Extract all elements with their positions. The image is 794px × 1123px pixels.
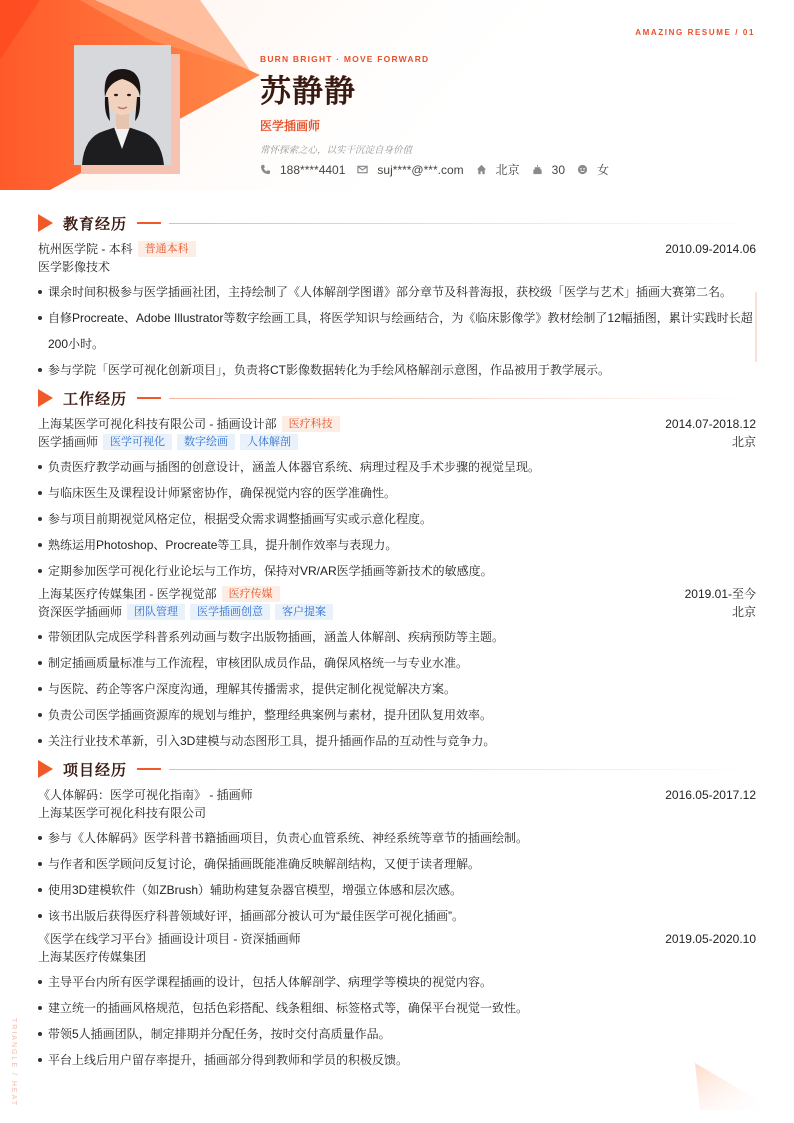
header-info [260, 54, 429, 156]
contact-email [357, 163, 463, 177]
candidate-name: 苏静静 [260, 74, 356, 109]
industry-tag: 医疗科技 [282, 416, 340, 432]
projects-section [38, 756, 756, 1073]
list-item: 关注行业技术革新，引入3D建模与动态图形工具，提升插画作品的互动性与竞争力。 [38, 728, 756, 754]
list-item: 与医院、药企等客户深度沟通，理解其传播需求，提供定制化视觉解决方案。 [38, 676, 756, 702]
section-dash [137, 222, 161, 224]
list-item: 定期参加医学可视化行业论坛与工作坊，保持对VR/AR医学插画等新技术的敏感度。 [38, 558, 756, 584]
project-company: 上海某医疗传媒集团 [38, 950, 147, 964]
list-item: 负责医疗教学动画与插图的创意设计，涵盖人体器官系统、病理过程及手术步骤的视觉呈现。 [38, 454, 756, 480]
list-item: 带领5人插画团队，制定排期并分配任务，按时交付高质量作品。 [38, 1021, 756, 1047]
section-dash [137, 397, 161, 399]
project-entry [38, 930, 756, 1073]
section-divider [169, 223, 756, 224]
top-note: AMAZING RESUME / 01 [635, 28, 755, 37]
work-bullets [38, 624, 756, 754]
section-dash [137, 768, 161, 770]
school-name: 杭州医学院 - 本科 [38, 242, 133, 256]
job-title: 医学插画师 [38, 435, 99, 449]
side-note: TRIANGLE / HEAT [10, 1018, 17, 1107]
job-title: 资深医学插画师 [38, 605, 123, 619]
profile-photo [74, 45, 171, 165]
section-title: 教育经历 [63, 215, 128, 233]
project-company: 上海某医学可视化科技有限公司 [38, 806, 207, 820]
contact-bar [260, 161, 621, 178]
triangle-icon [38, 389, 53, 407]
degree-tag: 普通本科 [138, 241, 196, 257]
triangle-icon [38, 760, 53, 778]
project-name: 《人体解码：医学可视化指南》 - 插画师 [38, 788, 253, 802]
list-item: 自修Procreate、Adobe Illustrator等数字绘画工具，将医学知识与绘画结合，为《临床影像学》教材绘制了12幅插图，累计实践时长超200小时。 [38, 305, 756, 357]
major: 医学影像技术 [38, 260, 111, 274]
section-header [38, 385, 756, 411]
list-item: 与作者和医学顾问反复讨论，确保插画既能准确反映解剖结构，又便于读者理解。 [38, 851, 756, 877]
list-item: 建立统一的插画风格规范，包括色彩搭配、线条粗细、标签格式等，确保平台视觉一致性。 [38, 995, 756, 1021]
motto: 常怀探索之心，以实干沉淀自身价值 [260, 145, 413, 156]
skill-tag: 团队管理 [127, 604, 185, 620]
education-section [38, 210, 756, 383]
list-item: 负责公司医学插画资源库的规划与维护，整理经典案例与素材，提升团队复用效率。 [38, 702, 756, 728]
list-item: 平台上线后用户留存率提升，插画部分得到教师和学员的积极反馈。 [38, 1047, 756, 1073]
project-bullets [38, 969, 756, 1073]
education-entry [38, 240, 756, 383]
list-item: 熟练运用Photoshop、Procreate等工具，提升制作效率与表现力。 [38, 532, 756, 558]
work-entry [38, 585, 756, 754]
list-item: 使用3D建模软件（如ZBrush）辅助构建复杂器官模型，增强立体感和层次感。 [38, 877, 756, 903]
work-location: 北京 [731, 435, 756, 449]
work-entry [38, 415, 756, 584]
project-bullets [38, 825, 756, 929]
contact-city-value: 北京 [495, 163, 520, 177]
skill-tag: 数字绘画 [177, 434, 235, 450]
list-item: 参与《人体解码》医学科普书籍插画项目，负责心血管系统、神经系统等章节的插画绘制。 [38, 825, 756, 851]
industry-tag: 医疗传媒 [222, 586, 280, 602]
gender-icon [577, 164, 588, 175]
home-icon [476, 164, 487, 175]
resume-content [38, 208, 756, 1074]
section-header [38, 756, 756, 782]
education-bullets [38, 279, 756, 383]
list-item: 参与学院「医学可视化创新项目」，负责将CT影像数据转化为手绘风格解剖示意图，作品被用于教学展示。 [38, 357, 756, 383]
skill-tag: 医学可视化 [103, 434, 172, 450]
skill-tag: 医学插画创意 [190, 604, 270, 620]
phone-icon [260, 164, 271, 175]
candidate-role: 医学插画师 [260, 119, 321, 133]
list-item: 制定插画质量标准与工作流程，审核团队成员作品，确保风格统一与专业水准。 [38, 650, 756, 676]
contact-gender [577, 161, 609, 178]
tagline: BURN BRIGHT · MOVE FORWARD [260, 54, 430, 64]
mail-icon [357, 164, 368, 175]
contact-email-value: suj****@***.com [377, 162, 464, 177]
triangle-icon [38, 214, 53, 232]
project-date: 2016.05-2017.12 [665, 788, 756, 802]
list-item: 参与项目前期视觉风格定位，根据受众需求调整插画写实或示意化程度。 [38, 506, 756, 532]
contact-age-value: 30 [551, 162, 565, 177]
section-divider [169, 769, 756, 770]
contact-city [476, 161, 520, 178]
work-section [38, 385, 756, 754]
list-item: 主导平台内所有医学课程插画的设计，包括人体解剖学、病理学等模块的视觉内容。 [38, 969, 756, 995]
section-header [38, 210, 756, 236]
section-divider [169, 398, 756, 399]
skill-tag: 人体解剖 [240, 434, 298, 450]
cake-icon [532, 164, 543, 175]
company-name: 上海某医疗传媒集团 - 医学视觉部 [38, 587, 217, 601]
work-bullets [38, 454, 756, 584]
section-title: 项目经历 [63, 761, 128, 779]
list-item: 课余时间积极参与医学插画社团，主持绘制了《人体解剖学图谱》部分章节及科普海报，获校级「医学与艺术」插画大赛第二名。 [38, 279, 756, 305]
section-title: 工作经历 [63, 390, 128, 408]
education-date: 2010.09-2014.06 [665, 242, 756, 256]
work-date: 2014.07-2018.12 [665, 417, 756, 431]
contact-phone-value: 188****4401 [280, 162, 346, 177]
company-name: 上海某医学可视化科技有限公司 - 插画设计部 [38, 417, 277, 431]
project-name: 《医学在线学习平台》插画设计项目 - 资深插画师 [38, 932, 301, 946]
project-date: 2019.05-2020.10 [665, 932, 756, 946]
skill-tag: 客户提案 [275, 604, 333, 620]
project-entry [38, 786, 756, 929]
work-location: 北京 [731, 605, 756, 619]
list-item: 带领团队完成医学科普系列动画与数字出版物插画，涵盖人体解剖、疾病预防等主题。 [38, 624, 756, 650]
contact-age [532, 163, 565, 177]
contact-gender-value: 女 [597, 163, 610, 177]
contact-phone [260, 163, 345, 177]
list-item: 与临床医生及课程设计师紧密协作，确保视觉内容的医学准确性。 [38, 480, 756, 506]
list-item: 该书出版后获得医疗科普领域好评，插画部分被认可为“最佳医学可视化插画”。 [38, 903, 756, 929]
work-date: 2019.01-至今 [684, 587, 756, 601]
